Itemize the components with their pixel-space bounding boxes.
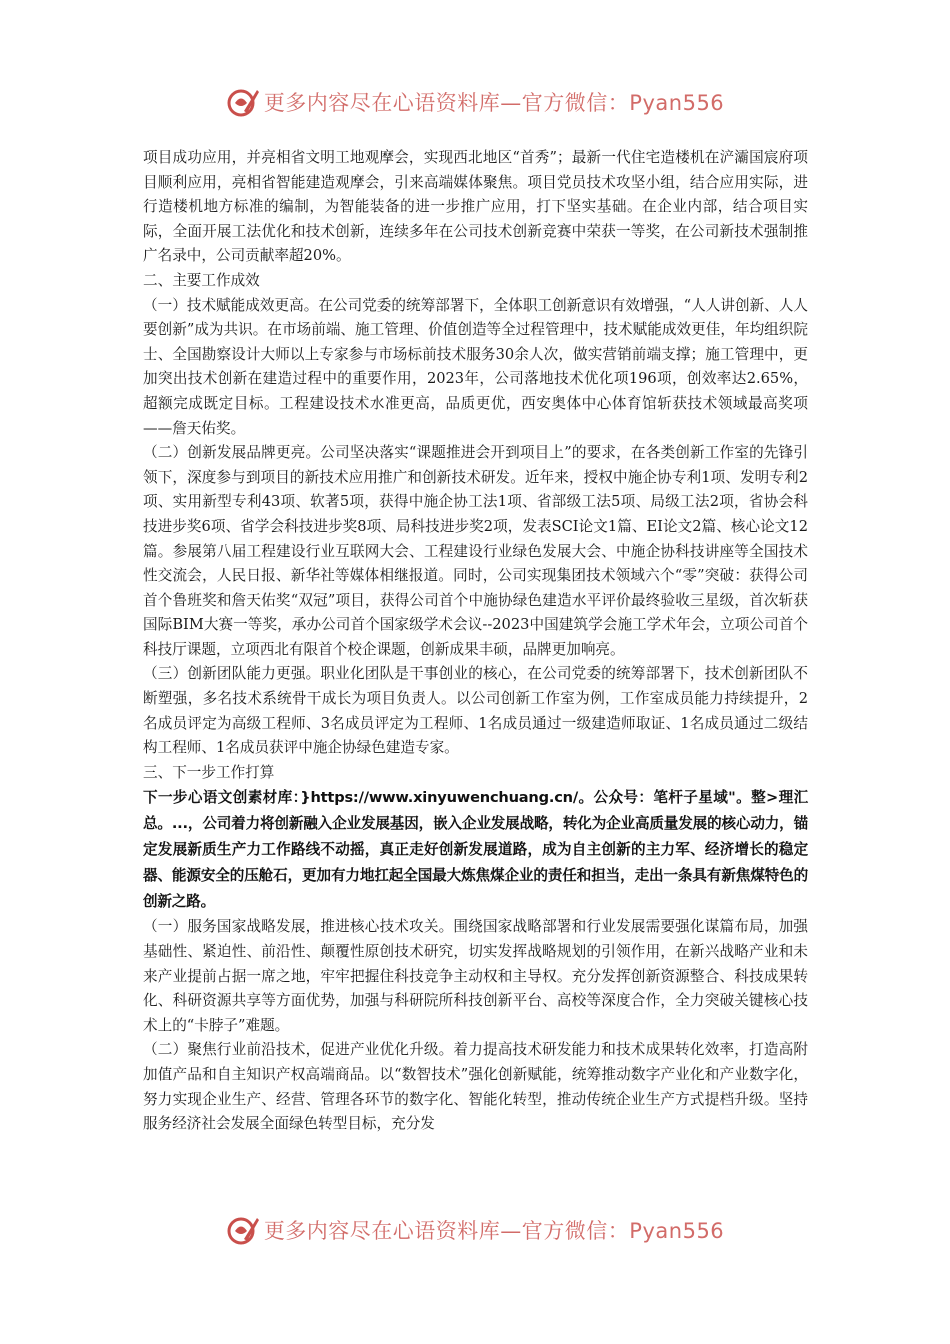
intro-paragraph: 项目成功应用，并亮相省文明工地观摩会，实现西北地区“首秀”；最新一代住宅造楼机在浐灞国宸府项目顺利应用，亮相省智能建造观摩会，引来高端媒体聚焦。项目党员技术攻坚小组，结合应用实际，进行造楼机地方标准的编制，为智能装备的进一步推广应用，打下坚实基础。在企业内部，结合项目实际，全面开展工法优化和技术创新，连续多年在公司技术创新竞赛中荣获一等奖，在公司新技术强制推广名录中，公司贡献率超20%。 [143,149,808,265]
header-watermark-banner [0,82,950,122]
paragraph-3-1: （一）服务国家战略发展，推进核心技术攻关。围绕国家战略部署和行业发展需要强化谋篇布局，加强基础性、紧迫性、前沿性、颠覆性原创技术研究，切实发挥战略规划的引领作用，在新兴战略产业和未来产业提前占据一席之地，牢牢把握住科技竞争主动权和主导权。充分发挥创新资源整合、科技成果转化、科研资源共享等方面优势，加强与科研院所科技创新平台、高校等深度合作，全力突破关键核心技术上的“卡脖子”难题。 [143,918,808,1034]
pen-heart-logo-icon [226,85,260,119]
paragraph-2-1: （一）技术赋能成效更高。在公司党委的统筹部署下，全体职工创新意识有效增强，“人人讲创新、人人要创新”成为共识。在市场前端、施工管理、价值创造等全过程管理中，技术赋能成效更佳，年均组织院士、全国勘察设计大师以上专家参与市场标前技术服务30余人次，做实营销前端支撑；施工管理中，更加突出技术创新在建造过程中的重要作用，2023年，公司落地技术优化项196项，创效率达2.65%，超额完成既定目标。工程建设技术水准更高，品质更优，西安奥体中心体育馆斩获技术领域最高奖项——詹天佑奖。 [143,296,808,437]
section-heading-2: 二、主要工作成效 [143,271,260,289]
paragraph-3-2: （二）聚焦行业前沿技术，促进产业优化升级。着力提高技术研发能力和技术成果转化效率，打造高附加值产品和自主知识产权高端商品。以“数智技术”强化创新赋能，统筹推动数字产业化和产业数字化，努力实现企业生产、经营、管理各环节的数字化、智能化转型，推动传统企业生产方式提档升级。坚持服务经济社会发展全面绿色转型目标，充分发 [143,1041,808,1133]
document-body [143,146,808,1137]
paragraph-2-3: （三）创新团队能力更强。职业化团队是干事创业的核心，在公司党委的统筹部署下，技术创新团队不断塑强，多名技术系统骨干成长为项目负责人。以公司创新工作室为例，工作室成员能力持续提升，2名成员评定为高级工程师、3名成员评定为工程师、1名成员通过一级建造师取证、1名成员通过二级结构工程师、1名成员获评中施企协绿色建造专家。 [143,665,808,757]
section-heading-3: 三、下一步工作打算 [143,763,275,781]
pen-heart-logo-icon [226,1213,260,1247]
promo-paragraph: 下一步心语文创素材库：}https://www.xinyuwenchuang.cn/。公众号：笔杆子星域"。整>理汇总。...，公司着力将创新融入企业发展基因，嵌入企业发展战略，转化为企业高质量发展的核心动力，锚定发展新质生产力工作路线不动摇，真正走好创新发展道路，成为自主创新的主力军、经济增长的稳定器、能源安全的压舱石，更加有力地扛起全国最大炼焦煤企业的责任和担当，走出一条具有新焦煤特色的创新之路。 [143,789,808,911]
footer-watermark-banner [0,1210,950,1250]
paragraph-2-2: （二）创新发展品牌更亮。公司坚决落实“课题推进会开到项目上”的要求，在各类创新工作室的先锋引领下，深度参与到项目的新技术应用推广和创新技术研发。近年来，授权中施企协专利1项、发明专利2项、实用新型专利43项、软著5项，获得中施企协工法1项、省部级工法5项、局级工法2项，省协会科技进步奖6项、省学会科技进步奖8项、局科技进步奖2项，发表SCI论文1篇、EI论文2篇、核心论文12篇。参展第八届工程建设行业互联网大会、工程建设行业绿色发展大会、中施企协科技讲座等全国技术性交流会，人民日报、新华社等媒体相继报道。同时，公司实现集团技术领域六个“零”突破：获得公司首个鲁班奖和詹天佑奖“双冠”项目，获得公司首个中施协绿色建造水平评价最终验收三星级，首次斩获国际BIM大赛一等奖，承办公司首个国家级学术会议--2023中国建筑学会施工学术年会，立项公司首个科技厅课题，立项西北有限首个校企课题，创新成果丰硕，品牌更加响亮。 [143,444,808,658]
banner-text: 更多内容尽在心语资料库—官方微信：Pyan556 [263,1219,725,1243]
banner-text: 更多内容尽在心语资料库—官方微信：Pyan556 [263,91,725,115]
